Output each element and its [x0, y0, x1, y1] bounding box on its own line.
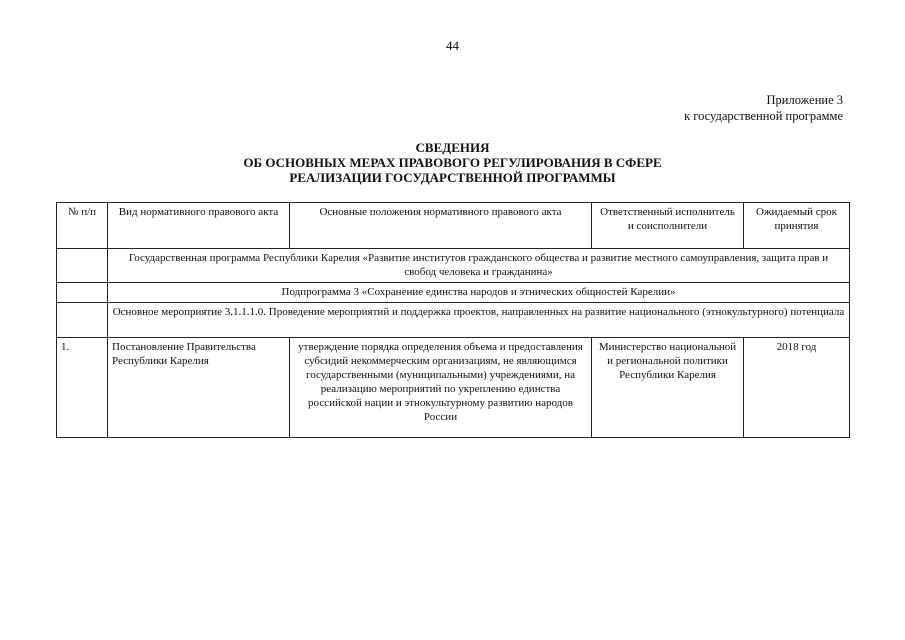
header-responsible: Ответственный исполнитель и соисполнители: [592, 203, 744, 249]
program-row-label: Государственная программа Республики Карелия «Развитие институтов гражданского общества и развитие местного самоуправления, защита прав и свобод человека и гражданина»: [108, 249, 850, 283]
event-row-blank: [57, 303, 108, 338]
program-row: [57, 249, 850, 283]
title-line-3: РЕАЛИЗАЦИИ ГОСУДАРСТВЕННОЙ ПРОГРАММЫ: [289, 170, 616, 185]
table-header-row: [57, 203, 850, 249]
header-number: № п/п: [57, 203, 108, 249]
subprogram-row-label: Подпрограмма 3 «Сохранение единства народов и этнических общностей Карелии»: [108, 283, 850, 303]
event-row-label: Основное мероприятие 3.1.1.1.0. Проведение мероприятий и поддержка проектов, направленных на развитие национального (этнокультурного) потенциала: [108, 303, 850, 338]
appendix-note: [684, 92, 843, 124]
appendix-line-2: к государственной программе: [684, 109, 843, 123]
subprogram-row-blank: [57, 283, 108, 303]
row-term: 2018 год: [744, 338, 850, 438]
program-row-blank: [57, 249, 108, 283]
event-row: [57, 303, 850, 338]
row-number: 1.: [57, 338, 108, 438]
page-number: 44: [446, 38, 459, 53]
document-title: [0, 140, 905, 185]
row-responsible: Министерство национальной и региональной политики Республики Карелия: [592, 338, 744, 438]
header-act-type: Вид нормативного правового акта: [108, 203, 290, 249]
appendix-line-1: Приложение 3: [766, 93, 843, 107]
row-provisions: утверждение порядка определения объема и предоставления субсидий некоммерческим организациям, не являющимся государственными (муниципальными) учреждениями, на реализацию мероприятий по укреплению единства российской нации и этнокультурному развитию народов России: [290, 338, 592, 438]
header-provisions: Основные положения нормативного правового акта: [290, 203, 592, 249]
legal-acts-table: [56, 202, 850, 438]
row-act-type: Постановление Правительства Республики Карелия: [108, 338, 290, 438]
subprogram-row: [57, 283, 850, 303]
header-term: Ожидаемый срок принятия: [744, 203, 850, 249]
table-row: [57, 338, 850, 438]
title-line-1: СВЕДЕНИЯ: [415, 140, 490, 155]
title-line-2: ОБ ОСНОВНЫХ МЕРАХ ПРАВОВОГО РЕГУЛИРОВАНИЯ В СФЕРЕ: [243, 155, 662, 170]
